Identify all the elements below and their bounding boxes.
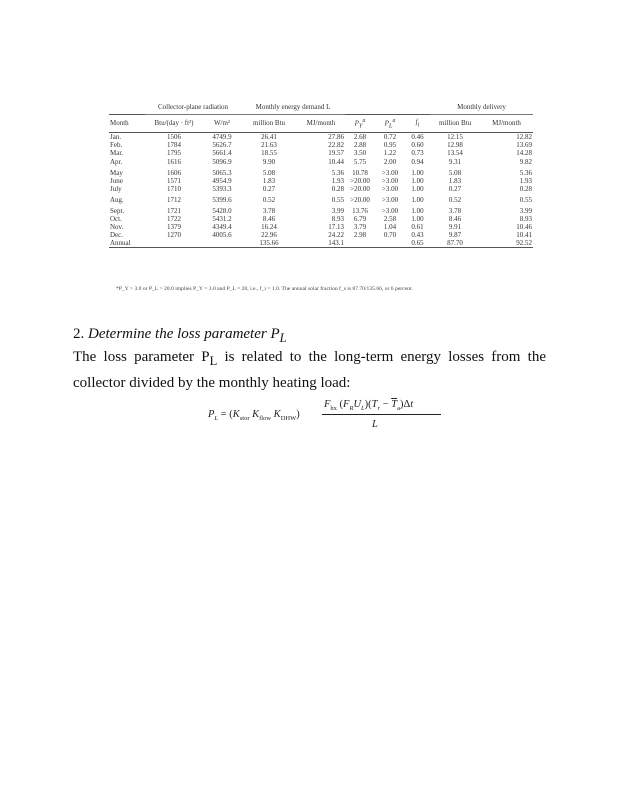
table-cell-f: 0.46 xyxy=(411,133,424,142)
table-cell-mj: 3.99 xyxy=(331,206,344,215)
table-cell-py: 6.79 xyxy=(353,215,367,224)
table-cell-wm2: 5393.3 xyxy=(212,184,232,193)
table-cell-pl: 0.95 xyxy=(383,141,397,150)
col-header-delivery-million-btu: million Btu xyxy=(430,114,480,133)
table-cell-f: 0.65 xyxy=(405,239,430,248)
table-cell-month: Aug. xyxy=(110,195,124,204)
table-cell-pl xyxy=(375,239,405,248)
table-cell-f: 0.60 xyxy=(411,141,424,150)
table-cell-mj: 8.93 xyxy=(331,215,344,224)
table-cell-py: >20.00 xyxy=(350,195,370,204)
table-row xyxy=(109,185,533,193)
table-body xyxy=(109,133,533,248)
table-cell-dmj: 13.69 xyxy=(516,141,533,150)
equation-lhs: $P_L = (K_{stor}$ $K_{flow}$ $K_{DHW}$) xyxy=(208,409,300,423)
table-cell-mbtu: 26.41 xyxy=(261,133,277,142)
col-header-btu-day: Btu/(day · ft²) xyxy=(145,114,203,133)
monthly-solar-table xyxy=(109,103,533,248)
table-cell-py: 2.98 xyxy=(353,231,367,240)
table-cell-mbtu: 21.63 xyxy=(261,141,277,150)
table-cell-dmj: 1.93 xyxy=(519,176,533,185)
header-delivery-group: Monthly delivery xyxy=(430,103,533,114)
body-paragraph xyxy=(73,346,546,394)
table-cell-dmbtu: 0.27 xyxy=(448,184,462,193)
table-cell-btu: 1506 xyxy=(167,133,181,142)
table-cell-dmj: 14.28 xyxy=(516,149,533,158)
table-cell-wm2: 4349.4 xyxy=(212,223,232,232)
table-row xyxy=(109,177,533,185)
table-cell-wm2: 5065.3 xyxy=(212,168,232,177)
col-header-month: Month xyxy=(109,114,145,133)
table-cell-mbtu: 3.78 xyxy=(262,206,276,215)
table-cell-btu xyxy=(145,239,203,248)
table-cell-dmj: 10.41 xyxy=(516,231,533,240)
table-cell-f: 0.73 xyxy=(411,149,424,158)
table-cell-wm2: 5626.7 xyxy=(212,141,232,150)
table-cell-dmj: 8.93 xyxy=(519,215,533,224)
table-cell-wm2: 4005.6 xyxy=(212,231,232,240)
table-cell-py: 2.68 xyxy=(353,133,367,142)
table-cell-dmbtu: 9.91 xyxy=(448,223,462,232)
table-cell-py: >20.00 xyxy=(350,184,370,193)
table-cell-mbtu: 22.96 xyxy=(261,231,277,240)
table-row xyxy=(109,204,533,215)
table-cell-wm2: 5096.9 xyxy=(212,157,232,166)
table-cell-mj: 24.22 xyxy=(328,231,344,240)
table-cell-dmj: 3.99 xyxy=(519,206,533,215)
equation-numerator: $F_{hx}$ $(F_RU_L)(T_r - \overline{T}_a)\Delta t$ xyxy=(324,399,414,413)
table-cell-dmbtu: 9.87 xyxy=(448,231,462,240)
table-cell-mj: 143.1 xyxy=(297,239,345,248)
table-cell-dmbtu: 1.83 xyxy=(448,176,462,185)
table-cell-py: 5.75 xyxy=(353,157,367,166)
table-cell-month: Sept. xyxy=(110,206,125,215)
table-cell-btu: 1606 xyxy=(167,168,181,177)
table-cell-mbtu: 0.52 xyxy=(262,195,276,204)
table-cell-btu: 1270 xyxy=(167,231,181,240)
table-cell-wm2: 5399.6 xyxy=(212,195,232,204)
fraction-bar xyxy=(322,414,441,415)
table-cell-mbtu: 8.46 xyxy=(262,215,276,224)
table-cell-py: 13.76 xyxy=(352,206,368,215)
table-cell-f: 1.00 xyxy=(411,215,424,224)
col-header-wm2: W/m² xyxy=(203,114,241,133)
header-demand-group: Monthly energy demand L xyxy=(241,103,345,114)
table-cell-wm2: 5431.2 xyxy=(212,215,232,224)
table-cell-month: Feb. xyxy=(110,141,123,150)
table-cell-mbtu: 0.27 xyxy=(262,184,276,193)
table-cell-btu: 1721 xyxy=(167,206,181,215)
col-header-million-btu: million Btu xyxy=(241,114,297,133)
paragraph-subscript: L xyxy=(209,354,218,368)
solar-data-table-image xyxy=(109,103,533,248)
table-cell-dmbtu: 8.46 xyxy=(448,215,462,224)
table-cell-py: 10.78 xyxy=(352,168,368,177)
header-radiation-group: Collector-plane radiation xyxy=(145,103,241,114)
table-cell-dmbtu: 12.98 xyxy=(447,141,463,150)
table-cell-pl: >3.00 xyxy=(381,176,399,185)
table-cell-pl: 1.04 xyxy=(383,223,397,232)
table-cell-f: 0.43 xyxy=(411,231,424,240)
table-cell-btu: 1784 xyxy=(167,141,181,150)
paragraph-part1: The loss parameter P xyxy=(73,349,210,365)
table-cell-pl: 2.58 xyxy=(383,215,397,224)
table-cell-dmbtu: 87.70 xyxy=(430,239,480,248)
col-header-py: $P_Y^a$ xyxy=(345,114,375,133)
table-row xyxy=(109,141,533,149)
table-cell-dmj: 0.55 xyxy=(519,195,533,204)
table-cell-mj: 0.55 xyxy=(331,195,344,204)
table-cell-btu: 1571 xyxy=(167,176,181,185)
table-cell-wm2: 5428.0 xyxy=(212,206,232,215)
col-header-mj-month: MJ/month xyxy=(297,114,345,133)
table-cell-mj: 10.44 xyxy=(328,157,344,166)
loss-parameter-equation xyxy=(208,396,448,440)
table-cell-py: 3.50 xyxy=(353,149,367,158)
table-cell-mj: 27.86 xyxy=(328,133,344,142)
table-row xyxy=(109,166,533,177)
table-cell-month: July xyxy=(110,184,122,193)
heading-text: Determine the loss parameter P xyxy=(88,326,280,342)
table-cell-py xyxy=(345,239,375,248)
table-footnote: *P_Y > 3.0 or P_L > 20.0 implies P_Y = 3.0 and P_L = 20, i.e., f_i = 1.0. The annual solar fraction f_s is 87.70/135.66, or 6 percent. xyxy=(116,286,413,292)
table-cell-mbtu: 135.66 xyxy=(241,239,297,248)
table-row xyxy=(109,239,533,248)
table-cell-dmj: 9.82 xyxy=(519,157,533,166)
table-cell-month: Mar. xyxy=(110,149,124,158)
table-cell-f: 1.00 xyxy=(411,184,424,193)
col-header-pl: $P_L^a$ xyxy=(375,114,405,133)
table-cell-mj: 17.13 xyxy=(328,223,344,232)
table-cell-f: 1.00 xyxy=(411,206,424,215)
table-cell-mj: 0.28 xyxy=(331,184,344,193)
table-row xyxy=(109,231,533,239)
col-header-delivery-mj: MJ/month xyxy=(480,114,533,133)
table-cell-dmbtu: 12.15 xyxy=(447,133,463,142)
table-row xyxy=(109,149,533,157)
table-cell-month: Oct. xyxy=(110,215,122,224)
table-cell-pl: >3.00 xyxy=(381,206,399,215)
table-cell-mj: 1.93 xyxy=(331,176,344,185)
table-cell-f: 1.00 xyxy=(411,195,424,204)
table-cell-mbtu: 18.55 xyxy=(261,149,277,158)
table-cell-mj: 19.57 xyxy=(328,149,344,158)
table-cell-dmbtu: 13.54 xyxy=(447,149,463,158)
table-cell-month: Dec. xyxy=(110,231,124,240)
table-cell-btu: 1712 xyxy=(167,195,181,204)
table-cell-dmj: 5.36 xyxy=(519,168,533,177)
table-cell-dmj: 92.52 xyxy=(480,239,533,248)
table-cell-month: Apr. xyxy=(110,157,123,166)
table-cell-dmbtu: 9.31 xyxy=(448,157,462,166)
table-cell-py: >20.00 xyxy=(350,176,370,185)
table-cell-py: 3.79 xyxy=(353,223,367,232)
table-cell-pl: 2.00 xyxy=(383,157,397,166)
table-row xyxy=(109,133,533,142)
table-cell-wm2: 4749.9 xyxy=(212,133,232,142)
table-cell-btu: 1722 xyxy=(167,215,181,224)
table-cell-f: 1.00 xyxy=(411,168,424,177)
table-cell-mbtu: 5.08 xyxy=(262,168,276,177)
table-cell-pl: 1.22 xyxy=(383,149,397,158)
table-cell-dmbtu: 3.78 xyxy=(448,206,462,215)
col-header-fi: $f_i$ xyxy=(405,114,430,133)
table-cell-btu: 1379 xyxy=(167,223,181,232)
table-cell-mbtu: 16.24 xyxy=(261,223,277,232)
table-cell-month: Jan. xyxy=(110,133,122,142)
table-cell-month: June xyxy=(110,176,123,185)
heading-number: 2. xyxy=(73,326,88,342)
table-cell-pl: 0.70 xyxy=(383,231,397,240)
table-cell-month: May xyxy=(110,168,123,177)
table-cell-wm2: 4954.9 xyxy=(212,176,232,185)
table-row xyxy=(109,223,533,231)
table-cell-mj: 5.36 xyxy=(331,168,344,177)
table-cell-btu: 1795 xyxy=(167,149,181,158)
table-cell-dmbtu: 0.52 xyxy=(448,195,462,204)
table-cell-wm2: 5661.4 xyxy=(212,149,232,158)
table-cell-f: 0.94 xyxy=(411,157,424,166)
table-cell-pl: >3.00 xyxy=(381,195,399,204)
table-cell-dmbtu: 5.08 xyxy=(448,168,462,177)
table-cell-wm2 xyxy=(203,239,241,248)
heading-subscript: L xyxy=(279,331,287,345)
table-cell-pl: >3.00 xyxy=(381,184,399,193)
table-cell-dmj: 12.82 xyxy=(516,133,533,142)
section-heading xyxy=(73,326,287,346)
table-cell-dmj: 10.46 xyxy=(516,223,533,232)
table-row xyxy=(109,193,533,204)
table-cell-mbtu: 1.83 xyxy=(262,176,276,185)
table-cell-btu: 1616 xyxy=(167,157,181,166)
table-row xyxy=(109,158,533,166)
table-cell-py: 2.88 xyxy=(353,141,367,150)
table-cell-mj: 22.82 xyxy=(328,141,344,150)
table-cell-f: 0.61 xyxy=(411,223,424,232)
table-cell-pl: 0.72 xyxy=(383,133,397,142)
table-cell-pl: >3.00 xyxy=(381,168,399,177)
table-cell-month: Annual xyxy=(109,239,145,248)
table-cell-dmj: 0.28 xyxy=(519,184,533,193)
table-cell-btu: 1710 xyxy=(167,184,181,193)
equation-denominator: L xyxy=(372,419,378,430)
table-cell-month: Nov. xyxy=(110,223,124,232)
paragraph-part2: is related to the long-term energy losses from the collector divided by the monthly heating load: xyxy=(73,349,546,391)
table-cell-f: 1.00 xyxy=(411,176,424,185)
table-row xyxy=(109,215,533,223)
table-cell-mbtu: 9.90 xyxy=(262,157,276,166)
